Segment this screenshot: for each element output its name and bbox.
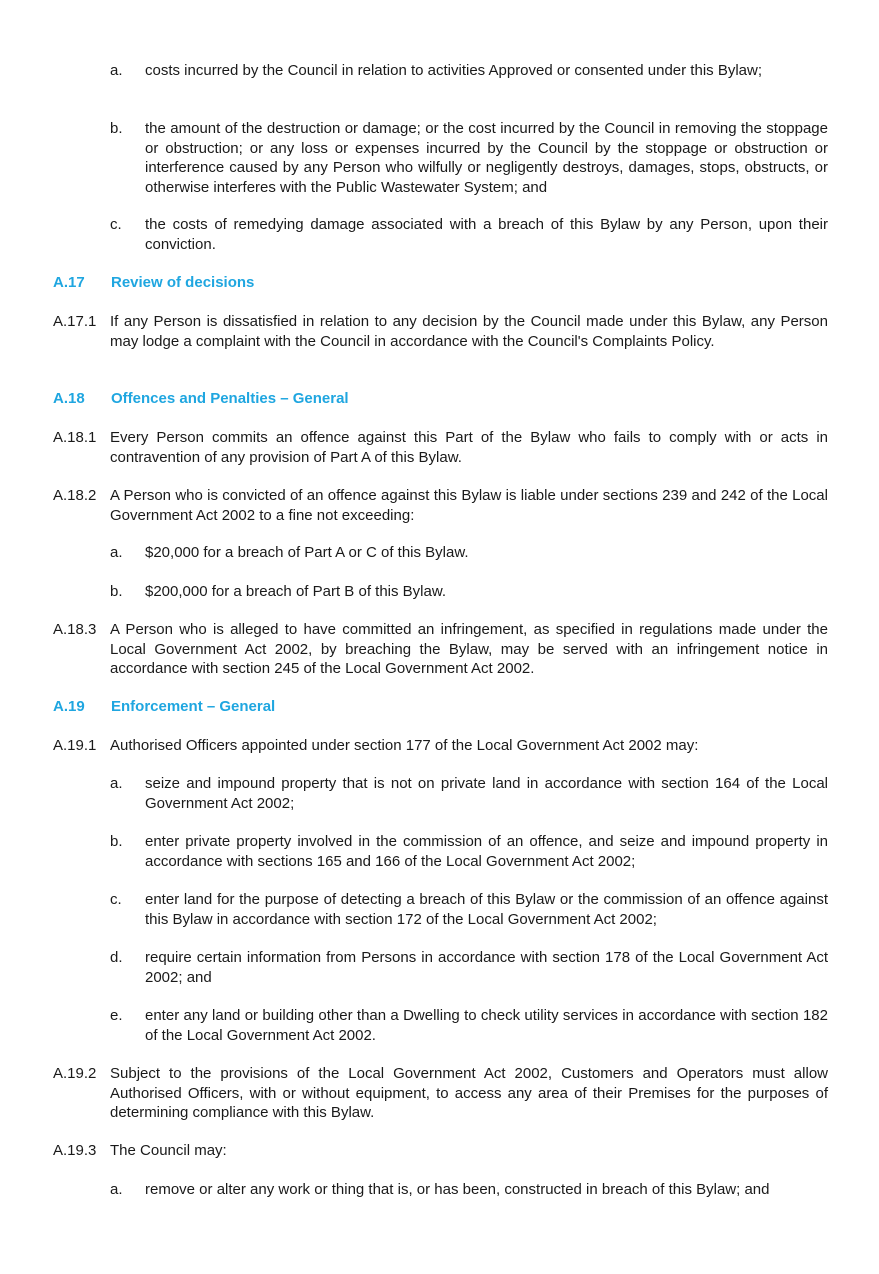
- list-item-text: seize and impound property that is not on private land in accordance with section 164 of the Local Government Act 2002;: [145, 775, 828, 812]
- list-item-label: e.: [110, 1007, 123, 1024]
- list-item-label: a.: [110, 62, 123, 79]
- clause-a19-2: [53, 1064, 828, 1123]
- list-item-label: b.: [110, 833, 123, 850]
- list-item-text: the costs of remedying damage associated with a breach of this Bylaw by any Person, upon their conviction.: [145, 216, 828, 253]
- clause-a19-3: [53, 1141, 828, 1161]
- clause-text: A Person who is convicted of an offence against this Bylaw is liable under sections 239 and 242 of the Local Government Act 2002 to a fine not exceeding:: [110, 487, 828, 524]
- list-item-label: d.: [110, 949, 123, 966]
- list-item: [110, 1006, 828, 1045]
- clause-a18-3: [53, 620, 828, 679]
- clause-text: If any Person is dissatisfied in relation to any decision by the Council made under this Bylaw, any Person may lodge a complaint with the Council in accordance with the Council's Complaints Policy.: [110, 313, 828, 350]
- list-item-label: b.: [110, 583, 123, 600]
- section-number: A.18: [53, 390, 85, 407]
- list-item: [110, 119, 828, 197]
- list-item-label: c.: [110, 216, 122, 233]
- list-item-text: the amount of the destruction or damage; or the cost incurred by the Council in removing the stoppage or obstruction; or any loss or expenses incurred by the Council by the stoppage or obstruction or interference caused by any Person who wilfully or negligently destroys, damages, stops, obstructs, or otherwise interferes with the Public Wastewater System; and: [145, 120, 828, 196]
- list-item-text: remove or alter any work or thing that is, or has been, constructed in breach of this Bylaw; and: [145, 1181, 770, 1198]
- list-item: [110, 948, 828, 987]
- clause-text: A Person who is alleged to have committed an infringement, as specified in regulations made under the Local Government Act 2002, by breaching the Bylaw, may be served with an infringement notice in accordance with section 245 of the Local Government Act 2002.: [110, 621, 828, 677]
- list-item-text: costs incurred by the Council in relation to activities Approved or consented under this Bylaw;: [145, 62, 762, 79]
- list-item-label: a.: [110, 544, 123, 561]
- list-item: [110, 215, 828, 254]
- list-item-text: $20,000 for a breach of Part A or C of this Bylaw.: [145, 544, 469, 561]
- list-item: [110, 890, 828, 929]
- clause-number: A.18.2: [53, 487, 97, 504]
- list-item-label: a.: [110, 1181, 123, 1198]
- list-item-text: enter private property involved in the commission of an offence, and seize and impound property in accordance with sections 165 and 166 of the Local Government Act 2002;: [145, 833, 828, 870]
- section-number: A.17: [53, 274, 85, 291]
- section-number: A.19: [53, 698, 85, 715]
- list-item: [110, 1180, 828, 1200]
- clause-text: Subject to the provisions of the Local Government Act 2002, Customers and Operators must allow Authorised Officers, with or without equipment, to access any area of their Premises for the purposes of determining compliance with this Bylaw.: [110, 1065, 828, 1121]
- list-item-text: enter any land or building other than a Dwelling to check utility services in accordance with section 182 of the Local Government Act 2002.: [145, 1007, 828, 1044]
- clause-number: A.17.1: [53, 313, 97, 330]
- clause-number: A.19.2: [53, 1065, 97, 1082]
- clause-number: A.18.3: [53, 621, 97, 638]
- list-item-label: a.: [110, 775, 123, 792]
- list-item: [110, 832, 828, 871]
- list-item-text: $200,000 for a breach of Part B of this Bylaw.: [145, 583, 447, 600]
- clause-a18-2: [53, 486, 828, 525]
- clause-number: A.18.1: [53, 429, 97, 446]
- clause-a18-1: [53, 428, 828, 467]
- clause-a17-1: [53, 312, 828, 351]
- section-heading-a17: [53, 273, 254, 293]
- list-item: [110, 543, 828, 563]
- list-item: [110, 582, 828, 602]
- list-item-label: c.: [110, 891, 122, 908]
- section-heading-a19: [53, 697, 275, 717]
- section-title: Review of decisions: [111, 274, 255, 291]
- clause-a19-1: [53, 736, 828, 756]
- clause-text: Authorised Officers appointed under section 177 of the Local Government Act 2002 may:: [110, 737, 699, 754]
- clause-text: The Council may:: [110, 1142, 227, 1159]
- clause-text: Every Person commits an offence against this Part of the Bylaw who fails to comply with or acts in contravention of any provision of Part A of this Bylaw.: [110, 429, 828, 466]
- list-item-label: b.: [110, 120, 123, 137]
- section-title: Enforcement – General: [111, 698, 276, 715]
- clause-number: A.19.3: [53, 1142, 97, 1159]
- list-item: [110, 61, 828, 81]
- section-title: Offences and Penalties – General: [111, 390, 349, 407]
- clause-number: A.19.1: [53, 737, 97, 754]
- section-heading-a18: [53, 389, 349, 409]
- list-item-text: require certain information from Persons in accordance with section 178 of the Local Government Act 2002; and: [145, 949, 828, 986]
- list-item: [110, 774, 828, 813]
- list-item-text: enter land for the purpose of detecting a breach of this Bylaw or the commission of an offence against this Bylaw in accordance with section 172 of the Local Government Act 2002;: [145, 891, 828, 928]
